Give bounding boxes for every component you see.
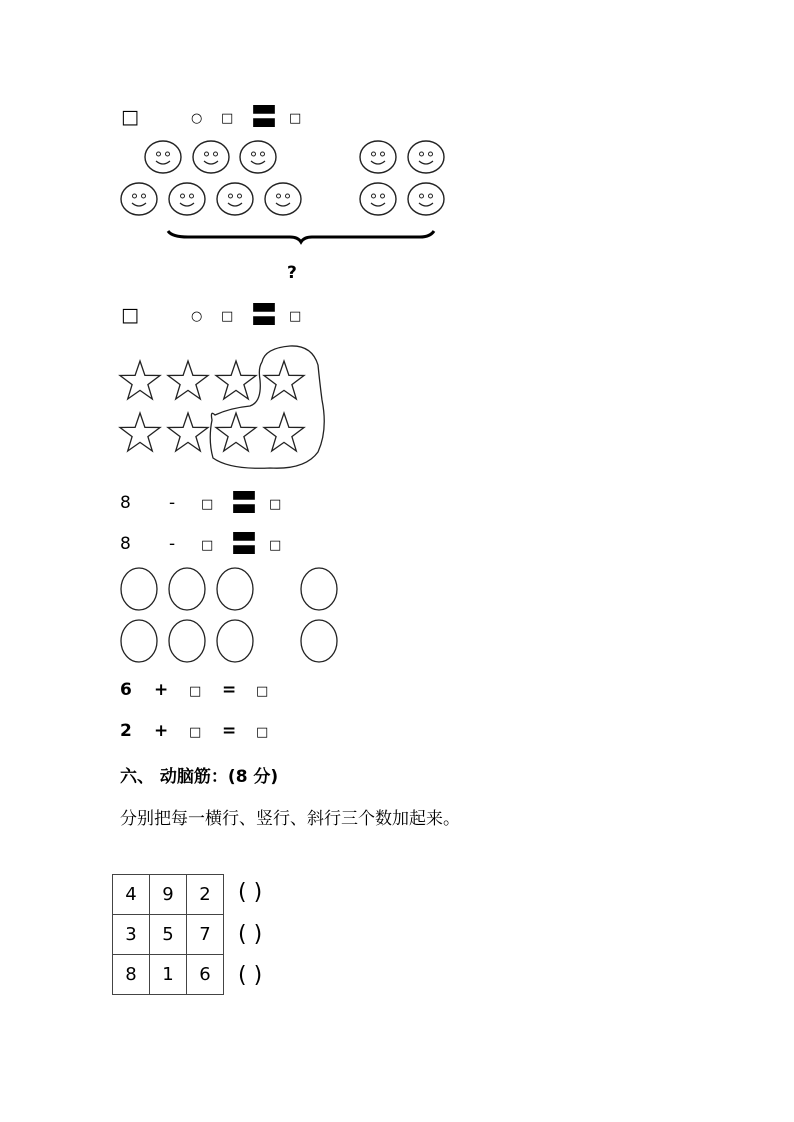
smiley-face-icon bbox=[360, 141, 396, 173]
smiley-face-icon bbox=[217, 183, 253, 215]
table-cell: 1 bbox=[150, 955, 187, 995]
operator-circle[interactable]: ○ bbox=[191, 309, 203, 324]
smiley-face-icon bbox=[265, 183, 301, 215]
answer-parentheses[interactable]: ( ) bbox=[238, 880, 263, 905]
star-icon bbox=[216, 361, 256, 399]
equals-sign: 〓 bbox=[231, 489, 258, 519]
smiley-face-icon bbox=[408, 183, 444, 215]
star-icon bbox=[168, 361, 208, 399]
plus-sign: + bbox=[154, 721, 169, 741]
instruction-text: 分别把每一横行、竖行、斜行三个数加起来。 bbox=[120, 809, 460, 829]
answer-box[interactable]: □ bbox=[269, 497, 282, 512]
answer-box[interactable]: □ bbox=[189, 725, 202, 740]
star-icon bbox=[120, 413, 160, 451]
equals-sign: 〓 bbox=[251, 301, 278, 331]
smiley-face-icon bbox=[360, 183, 396, 215]
equals-sign: = bbox=[222, 721, 237, 741]
table-cell: 2 bbox=[187, 875, 224, 915]
equals-sign: 〓 bbox=[231, 530, 258, 560]
oval-icon bbox=[301, 620, 337, 662]
minus-sign: - bbox=[169, 534, 176, 554]
smiley-face-icon bbox=[240, 141, 276, 173]
oval-icon bbox=[217, 620, 253, 662]
star-icon bbox=[264, 361, 304, 399]
star-icon bbox=[168, 413, 208, 451]
table-cell: 7 bbox=[187, 915, 224, 955]
table-cell: 5 bbox=[150, 915, 187, 955]
table-cell: 6 bbox=[187, 955, 224, 995]
answer-box[interactable]: □ bbox=[121, 106, 139, 128]
answer-parentheses[interactable]: ( ) bbox=[238, 963, 263, 988]
table-row bbox=[113, 915, 224, 955]
answer-box[interactable]: □ bbox=[289, 111, 302, 126]
number: 8 bbox=[120, 493, 131, 513]
answer-box[interactable]: □ bbox=[201, 538, 214, 553]
answer-box[interactable]: □ bbox=[121, 304, 139, 326]
section-heading: 六、 动脑筋：(8 分) bbox=[120, 767, 279, 787]
smiley-face-icon bbox=[193, 141, 229, 173]
star-icon bbox=[120, 361, 160, 399]
answer-parentheses[interactable]: ( ) bbox=[238, 922, 263, 947]
equals-sign: = bbox=[222, 680, 237, 700]
answer-box[interactable]: □ bbox=[269, 538, 282, 553]
smiley-face-icon bbox=[145, 141, 181, 173]
answer-box[interactable]: □ bbox=[189, 684, 202, 699]
table-cell: 8 bbox=[113, 955, 150, 995]
smiley-face-icon bbox=[121, 183, 157, 215]
minus-sign: - bbox=[169, 493, 176, 513]
table-row bbox=[113, 955, 224, 995]
answer-box[interactable]: □ bbox=[201, 497, 214, 512]
star-group bbox=[0, 340, 794, 480]
oval-icon bbox=[169, 568, 205, 610]
answer-box[interactable]: □ bbox=[256, 684, 269, 699]
smiley-face-icon bbox=[169, 183, 205, 215]
oval-icon bbox=[217, 568, 253, 610]
table-row bbox=[113, 875, 224, 915]
oval-icon bbox=[121, 620, 157, 662]
oval-icon bbox=[301, 568, 337, 610]
brace-icon bbox=[168, 231, 434, 242]
oval-group bbox=[0, 560, 794, 670]
answer-box[interactable]: □ bbox=[289, 309, 302, 324]
number: 6 bbox=[120, 680, 132, 700]
operator-circle[interactable]: ○ bbox=[191, 111, 203, 126]
smiley-face-icon bbox=[408, 141, 444, 173]
table-cell: 4 bbox=[113, 875, 150, 915]
table-cell: 3 bbox=[113, 915, 150, 955]
equals-sign: 〓 bbox=[251, 103, 278, 133]
magic-square-table bbox=[112, 874, 224, 995]
star-icon bbox=[216, 413, 256, 451]
smiley-face-group bbox=[0, 0, 794, 300]
oval-icon bbox=[121, 568, 157, 610]
star-icon bbox=[264, 413, 304, 451]
hand-drawn-circle-icon bbox=[210, 346, 324, 468]
answer-box[interactable]: □ bbox=[256, 725, 269, 740]
number: 2 bbox=[120, 721, 132, 741]
oval-icon bbox=[169, 620, 205, 662]
answer-box[interactable]: □ bbox=[221, 111, 234, 126]
table-cell: 9 bbox=[150, 875, 187, 915]
number: 8 bbox=[120, 534, 131, 554]
answer-box[interactable]: □ bbox=[221, 309, 234, 324]
plus-sign: + bbox=[154, 680, 169, 700]
question-mark: ? bbox=[287, 263, 297, 283]
